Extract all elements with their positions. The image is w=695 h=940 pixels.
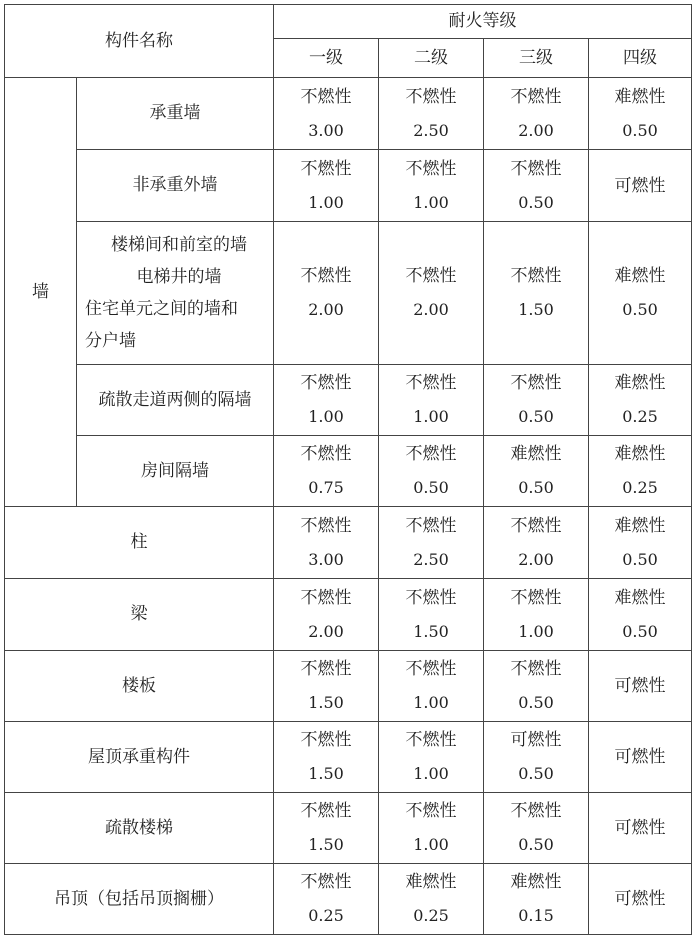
material-class: 不燃性 [405, 587, 457, 608]
table-row [5, 222, 692, 365]
level-3-header: 三级 [484, 39, 589, 78]
wall-group-label: 墙 [5, 78, 77, 507]
material-class: 难燃性 [510, 872, 562, 892]
table-row [5, 150, 692, 222]
rating-cell [484, 722, 589, 793]
fire-resistance-hours: 1.00 [308, 192, 344, 212]
rating-cell [379, 722, 484, 793]
rating-cell [484, 365, 589, 436]
rating-cell [379, 150, 484, 222]
fire-resistance-hours: 0.50 [518, 693, 554, 712]
fire-resistance-hours: 0.25 [413, 906, 449, 925]
material-class: 不燃性 [510, 659, 562, 679]
rating-cell [379, 651, 484, 722]
rating-cell [379, 579, 484, 651]
material-class: 难燃性 [614, 373, 666, 393]
rating-cell [274, 222, 379, 365]
material-class: 不燃性 [300, 515, 352, 536]
material-class: 不燃性 [405, 158, 457, 179]
material-class: 不燃性 [510, 373, 562, 393]
table-row [5, 864, 692, 935]
material-class: 不燃性 [510, 158, 562, 179]
material-class: 不燃性 [300, 587, 352, 608]
rating-cell [589, 150, 692, 222]
material-class: 可燃性 [614, 676, 666, 696]
material-class: 可燃性 [614, 747, 666, 767]
component-name: 吊顶（包括吊顶搁栅） [5, 864, 274, 935]
rating-cell [484, 651, 589, 722]
rating-cell [589, 78, 692, 150]
material-class: 不燃性 [405, 444, 457, 464]
material-class: 不燃性 [300, 86, 352, 107]
rating-cell [484, 436, 589, 507]
rating-cell [379, 507, 484, 579]
component-name-line: 电梯井的墙 [136, 267, 222, 287]
rating-cell [589, 222, 692, 365]
rating-cell [274, 651, 379, 722]
fire-resistance-hours: 1.50 [308, 693, 344, 712]
material-class: 难燃性 [405, 872, 457, 892]
material-class: 不燃性 [405, 801, 457, 821]
component-name: 疏散楼梯 [5, 793, 274, 864]
fire-resistance-hours: 1.50 [308, 835, 344, 854]
rating-cell [484, 150, 589, 222]
rating-cell [274, 150, 379, 222]
fire-resistance-hours: 0.50 [622, 621, 658, 641]
rating-cell [589, 436, 692, 507]
component-name [77, 222, 274, 365]
rating-cell [484, 222, 589, 365]
component-name: 屋顶承重构件 [5, 722, 274, 793]
material-class: 不燃性 [300, 266, 352, 286]
fire-resistance-hours: 1.00 [308, 407, 344, 426]
fire-resistance-hours: 2.00 [308, 621, 344, 641]
fire-resistance-hours: 0.50 [518, 192, 554, 212]
rating-cell [484, 507, 589, 579]
material-class: 不燃性 [300, 444, 352, 464]
material-class: 不燃性 [405, 86, 457, 107]
material-class: 不燃性 [300, 158, 352, 179]
fire-resistance-hours: 0.25 [622, 478, 658, 497]
material-class: 不燃性 [405, 515, 457, 536]
rating-cell [589, 579, 692, 651]
component-name-header: 构件名称 [5, 5, 274, 78]
fire-resistance-hours: 1.00 [518, 621, 554, 641]
material-class: 可燃性 [614, 889, 666, 909]
fire-resistance-hours: 1.50 [518, 300, 554, 319]
component-name: 柱 [5, 507, 274, 579]
rating-cell [274, 436, 379, 507]
material-class: 不燃性 [510, 587, 562, 608]
level-2-header: 二级 [379, 39, 484, 78]
component-name-line: 住宅单元之间的墙和 [85, 299, 238, 319]
level-1-header: 一级 [274, 39, 379, 78]
rating-cell [379, 78, 484, 150]
rating-cell [484, 793, 589, 864]
table-row [5, 793, 692, 864]
material-class: 不燃性 [300, 872, 352, 892]
table-row [5, 436, 692, 507]
rating-cell [589, 507, 692, 579]
fire-resistance-hours: 0.25 [622, 407, 658, 426]
fire-resistance-hours: 3.00 [308, 120, 344, 140]
material-class: 不燃性 [510, 515, 562, 536]
fire-resistance-hours: 1.00 [413, 764, 449, 783]
material-class: 难燃性 [614, 515, 666, 536]
fire-resistance-hours: 0.50 [518, 407, 554, 426]
fire-resistance-hours: 2.00 [518, 549, 554, 569]
fire-resistance-hours: 2.00 [308, 300, 344, 319]
rating-cell [274, 722, 379, 793]
rating-cell [274, 793, 379, 864]
table-row [5, 78, 692, 150]
fire-resistance-hours: 0.75 [308, 478, 344, 497]
table-row [5, 722, 692, 793]
fire-resistance-hours: 0.50 [518, 835, 554, 854]
fire-rating-header: 耐火等级 [274, 5, 692, 39]
fire-resistance-hours: 3.00 [308, 549, 344, 569]
component-name-line: 分户墙 [85, 331, 136, 351]
rating-cell [379, 793, 484, 864]
material-class: 不燃性 [405, 266, 457, 286]
material-class: 可燃性 [614, 175, 666, 196]
component-name: 梁 [5, 579, 274, 651]
material-class: 不燃性 [510, 801, 562, 821]
rating-cell [274, 579, 379, 651]
component-name: 房间隔墙 [77, 436, 274, 507]
material-class: 难燃性 [614, 266, 666, 286]
rating-cell [484, 864, 589, 935]
fire-resistance-hours: 0.50 [413, 478, 449, 497]
rating-cell [379, 222, 484, 365]
fire-resistance-hours: 1.00 [413, 407, 449, 426]
rating-cell [589, 793, 692, 864]
fire-resistance-hours: 2.00 [518, 120, 554, 140]
material-class: 不燃性 [300, 730, 352, 750]
fire-resistance-hours: 1.00 [413, 192, 449, 212]
material-class: 难燃性 [510, 444, 562, 464]
fire-resistance-hours: 0.25 [308, 906, 344, 925]
fire-resistance-hours: 2.00 [413, 300, 449, 319]
fire-resistance-hours: 1.50 [308, 764, 344, 783]
material-class: 不燃性 [300, 659, 352, 679]
component-name: 非承重外墙 [77, 150, 274, 222]
material-class: 难燃性 [614, 587, 666, 608]
component-name-line: 楼梯间和前室的墙 [111, 235, 247, 255]
material-class: 不燃性 [300, 373, 352, 393]
rating-cell [274, 78, 379, 150]
fire-resistance-hours: 0.50 [622, 120, 658, 140]
component-name: 承重墙 [77, 78, 274, 150]
header-row-1 [5, 5, 692, 39]
material-class: 不燃性 [405, 659, 457, 679]
material-class: 可燃性 [510, 730, 562, 750]
fire-resistance-hours: 0.50 [518, 764, 554, 783]
fire-rating-table [4, 4, 692, 935]
rating-cell [274, 864, 379, 935]
fire-resistance-hours: 0.15 [518, 906, 554, 925]
rating-cell [379, 365, 484, 436]
rating-cell [274, 365, 379, 436]
material-class: 不燃性 [510, 86, 562, 107]
rating-cell [589, 651, 692, 722]
material-class: 不燃性 [405, 730, 457, 750]
table-row [5, 579, 692, 651]
component-name: 楼板 [5, 651, 274, 722]
fire-resistance-hours: 2.50 [413, 549, 449, 569]
material-class: 难燃性 [614, 86, 666, 107]
rating-cell [589, 365, 692, 436]
fire-resistance-hours: 1.00 [413, 835, 449, 854]
fire-resistance-hours: 0.50 [518, 478, 554, 497]
fire-resistance-hours: 0.50 [622, 300, 658, 319]
material-class: 可燃性 [614, 818, 666, 838]
rating-cell [379, 436, 484, 507]
material-class: 不燃性 [510, 266, 562, 286]
table-row [5, 365, 692, 436]
fire-resistance-hours: 0.50 [622, 549, 658, 569]
table-row [5, 651, 692, 722]
rating-cell [589, 722, 692, 793]
rating-cell [589, 864, 692, 935]
material-class: 难燃性 [614, 444, 666, 464]
fire-resistance-hours: 2.50 [413, 120, 449, 140]
material-class: 不燃性 [300, 801, 352, 821]
rating-cell [484, 78, 589, 150]
material-class: 不燃性 [405, 373, 457, 393]
rating-cell [274, 507, 379, 579]
fire-resistance-hours: 1.00 [413, 693, 449, 712]
rating-cell [379, 864, 484, 935]
component-name: 疏散走道两侧的隔墙 [77, 365, 274, 436]
fire-resistance-hours: 1.50 [413, 621, 449, 641]
table-row [5, 507, 692, 579]
rating-cell [484, 579, 589, 651]
level-4-header: 四级 [589, 39, 692, 78]
